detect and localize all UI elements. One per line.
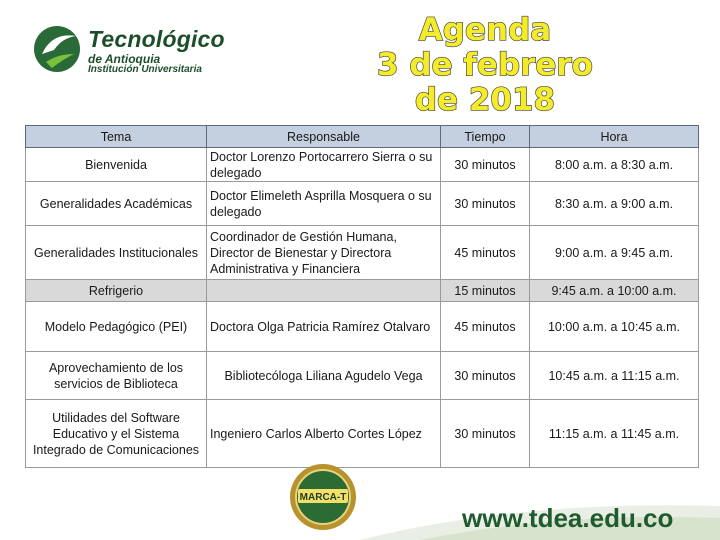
quality-seal — [288, 462, 358, 532]
cell-hora: 8:00 a.m. a 8:30 a.m. — [530, 148, 699, 182]
cell-tiempo: 45 minutos — [441, 226, 530, 280]
cell-hora: 10:45 a.m. a 11:15 a.m. — [530, 352, 699, 400]
cell-responsable — [207, 280, 441, 302]
cell-tema: Utilidades del Software Educativo y el Sistema Integrado de Comunicaciones — [26, 400, 207, 468]
cell-tiempo: 30 minutos — [441, 148, 530, 182]
header-hora: Hora — [530, 126, 699, 148]
title-line3: de 2018 — [414, 82, 556, 118]
table-row — [26, 182, 699, 226]
table-row — [26, 226, 699, 280]
table-row — [26, 148, 699, 182]
logo-name: Tecnológico — [88, 26, 225, 52]
cell-hora: 11:15 a.m. a 11:45 a.m. — [530, 400, 699, 468]
cell-responsable: Ingeniero Carlos Alberto Cortes López — [207, 400, 441, 468]
logo-line2: de Antioquia — [88, 52, 161, 66]
cell-responsable: Coordinador de Gestión Humana, Director de Bienestar y Directora Administrativa y Financiera — [207, 226, 441, 280]
cell-tiempo: 30 minutos — [441, 352, 530, 400]
table-row — [26, 400, 699, 468]
table-row — [26, 352, 699, 400]
cell-responsable: Doctor Elimeleth Asprilla Mosquera o su delegado — [207, 182, 441, 226]
cell-tema: Generalidades Institucionales — [26, 226, 207, 280]
website-url[interactable]: www.tdea.edu.co — [462, 503, 674, 533]
title-line2: 3 de febrero — [377, 47, 593, 83]
table-row — [26, 302, 699, 352]
cell-tema: Generalidades Académicas — [26, 182, 207, 226]
cell-tiempo: 30 minutos — [441, 182, 530, 226]
cell-tema: Modelo Pedagógico (PEI) — [26, 302, 207, 352]
cell-tiempo: 15 minutos — [441, 280, 530, 302]
seal-text: MARCA-T — [299, 492, 347, 503]
title-line1: Agenda — [418, 12, 552, 48]
cell-hora: 8:30 a.m. a 9:00 a.m. — [530, 182, 699, 226]
cell-responsable: Bibliotecóloga Liliana Agudelo Vega — [207, 352, 441, 400]
header-tiempo: Tiempo — [441, 126, 530, 148]
cell-hora: 10:00 a.m. a 10:45 a.m. — [530, 302, 699, 352]
cell-tema: Refrigerio — [26, 280, 207, 302]
cell-responsable: Doctor Lorenzo Portocarrero Sierra o su delegado — [207, 148, 441, 182]
institution-logo — [32, 22, 262, 82]
cell-hora: 9:45 a.m. a 10:00 a.m. — [530, 280, 699, 302]
agenda-title — [350, 6, 620, 118]
cell-responsable: Doctora Olga Patricia Ramírez Otalvaro — [207, 302, 441, 352]
logo-line3: Institución Universitaria — [88, 64, 202, 75]
cell-tema: Aprovechamiento de los servicios de Biblioteca — [26, 352, 207, 400]
cell-tema: Bienvenida — [26, 148, 207, 182]
table-row-break — [26, 280, 699, 302]
cell-hora: 9:00 a.m. a 9:45 a.m. — [530, 226, 699, 280]
cell-tiempo: 45 minutos — [441, 302, 530, 352]
header-responsable: Responsable — [207, 126, 441, 148]
agenda-table — [25, 125, 699, 468]
tdea-logo-icon — [32, 24, 82, 74]
cell-tiempo: 30 minutos — [441, 400, 530, 468]
header-tema: Tema — [26, 126, 207, 148]
table-header-row — [26, 126, 699, 148]
